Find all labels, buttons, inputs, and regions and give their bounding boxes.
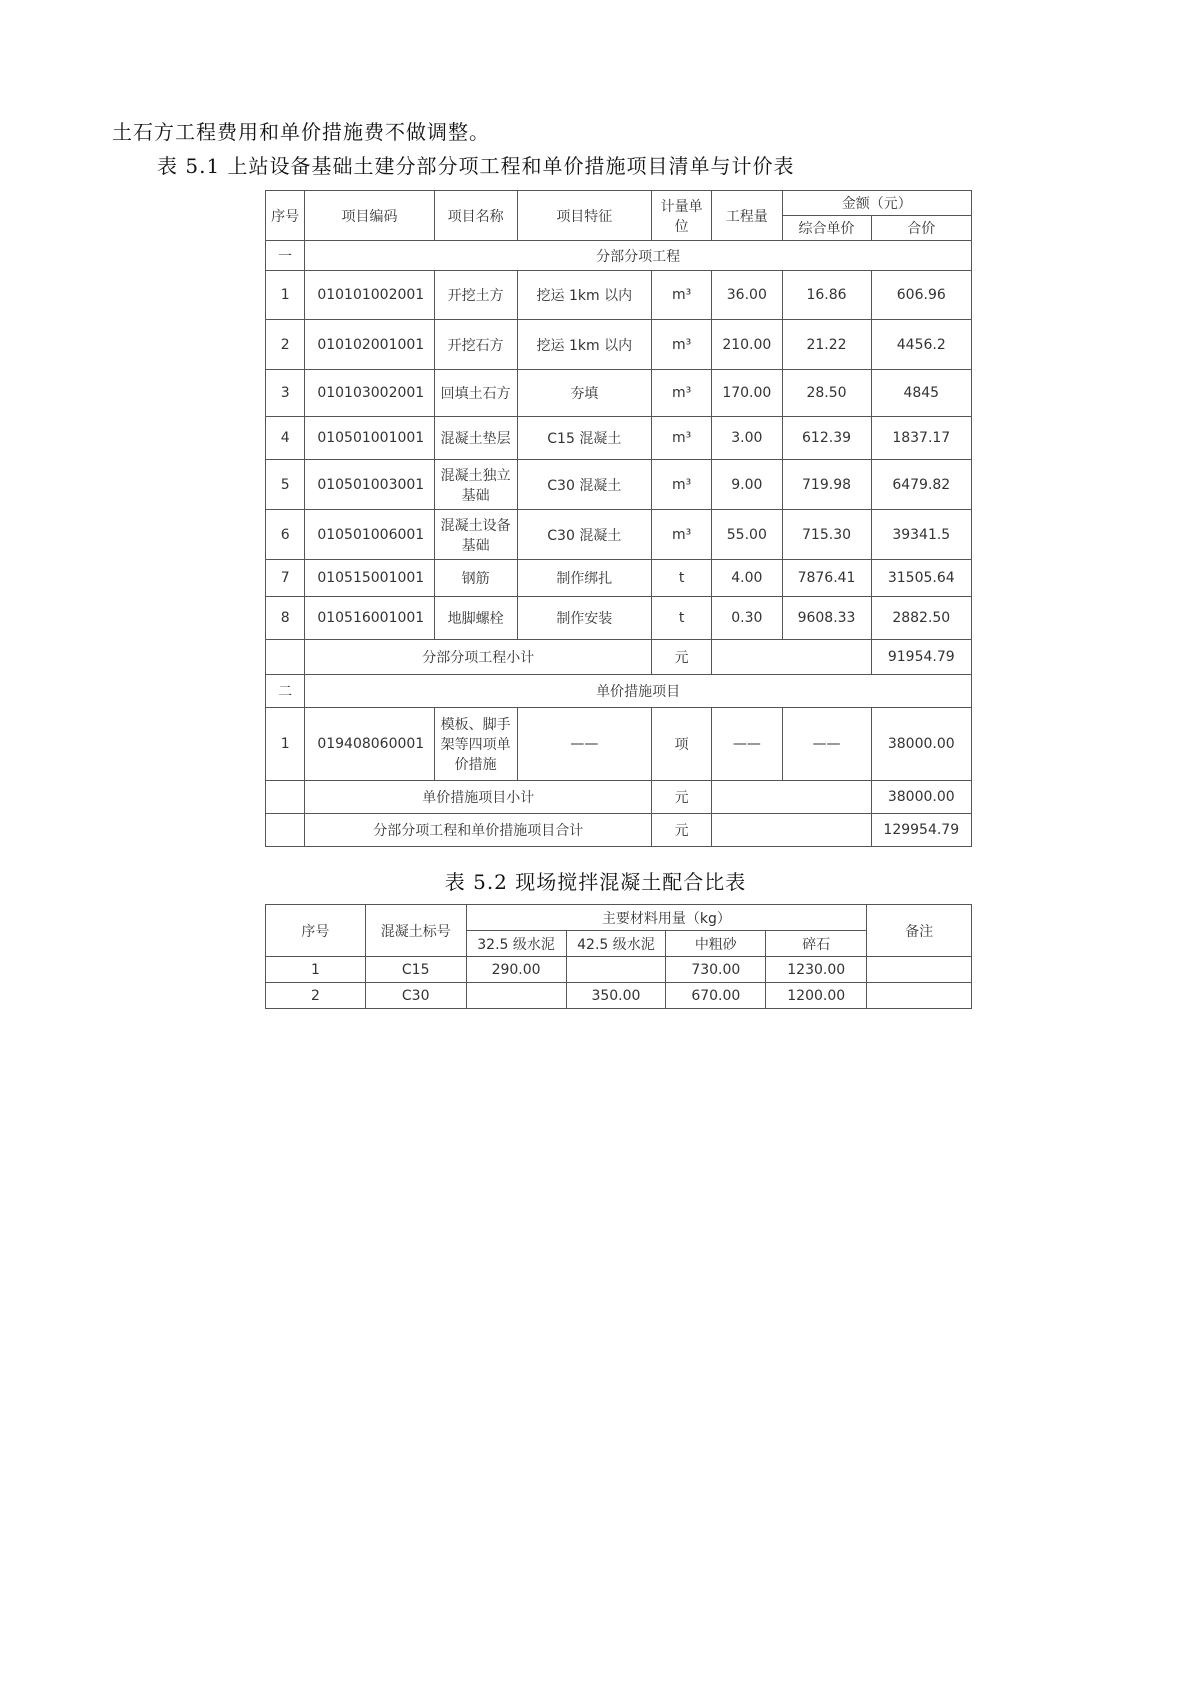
cell-remark <box>867 957 972 983</box>
subtotal-unit: 元 <box>652 781 712 814</box>
cell-code: 010501006001 <box>305 510 434 560</box>
cell-feature: —— <box>517 708 652 781</box>
grand-total-label: 分部分项工程和单价措施项目合计 <box>305 814 652 847</box>
cell-feature: 夯填 <box>517 370 652 417</box>
grand-total-value: 129954.79 <box>871 814 971 847</box>
subtotal-row <box>266 781 972 814</box>
cell-feature: 制作安装 <box>517 597 652 640</box>
cell-name: 模板、脚手架等四项单价措施 <box>434 708 517 781</box>
section-title: 单价措施项目 <box>305 675 972 708</box>
header-seq: 序号 <box>266 905 366 957</box>
cell-price: 21.22 <box>782 320 871 370</box>
cell-cement-325: 290.00 <box>466 957 566 983</box>
header-total: 合价 <box>871 216 971 241</box>
cell-qty: 3.00 <box>712 417 782 460</box>
subtotal-label: 分部分项工程小计 <box>305 640 652 675</box>
table-row <box>266 560 972 597</box>
cell-unit: m³ <box>652 320 712 370</box>
cell-sand: 730.00 <box>666 957 766 983</box>
cell-cement-425 <box>566 957 666 983</box>
cell-total: 4845 <box>871 370 971 417</box>
cell-code: 019408060001 <box>305 708 434 781</box>
header-sand: 中粗砂 <box>666 931 766 957</box>
cell-no: 3 <box>266 370 305 417</box>
header-cement-425: 42.5 级水泥 <box>566 931 666 957</box>
grand-total-row <box>266 814 972 847</box>
cell-no: 1 <box>266 708 305 781</box>
concrete-mix-table <box>265 904 972 1009</box>
header-qty: 工程量 <box>712 191 782 241</box>
table-row <box>266 510 972 560</box>
header-amount: 金额（元） <box>782 191 971 216</box>
intro-paragraph: 土石方工程费用和单价措施费不做调整。 <box>112 120 490 144</box>
cell-no: 6 <box>266 510 305 560</box>
cell-no: 8 <box>266 597 305 640</box>
header-gravel: 碎石 <box>766 931 867 957</box>
cell-feature: C15 混凝土 <box>517 417 652 460</box>
cell-unit: m³ <box>652 370 712 417</box>
cell-no: 7 <box>266 560 305 597</box>
cell-total: 39341.5 <box>871 510 971 560</box>
cell-total: 1837.17 <box>871 417 971 460</box>
cell-name: 混凝土设备基础 <box>434 510 517 560</box>
cell-unit: t <box>652 560 712 597</box>
section-row <box>266 241 972 271</box>
cell-name: 回填土石方 <box>434 370 517 417</box>
bill-of-quantities-table <box>265 190 972 847</box>
cell-total: 2882.50 <box>871 597 971 640</box>
header-feature: 项目特征 <box>517 191 652 241</box>
cell-grade: C15 <box>365 957 466 983</box>
cell-code: 010103002001 <box>305 370 434 417</box>
subtotal-label: 单价措施项目小计 <box>305 781 652 814</box>
cell-total: 606.96 <box>871 271 971 320</box>
cell-no: 2 <box>266 983 366 1009</box>
cell-price: 719.98 <box>782 460 871 510</box>
table-row <box>266 370 972 417</box>
header-grade: 混凝土标号 <box>365 905 466 957</box>
cell-total: 38000.00 <box>871 708 971 781</box>
grand-total-unit: 元 <box>652 814 712 847</box>
cell-code: 010101002001 <box>305 271 434 320</box>
cell-price: 612.39 <box>782 417 871 460</box>
cell-no: 1 <box>266 957 366 983</box>
cell-price: 7876.41 <box>782 560 871 597</box>
cell-gravel: 1200.00 <box>766 983 867 1009</box>
header-remark: 备注 <box>867 905 972 957</box>
table-row <box>266 271 972 320</box>
header-unit: 计量单位 <box>652 191 712 241</box>
cell-qty: 170.00 <box>712 370 782 417</box>
subtotal-total: 91954.79 <box>871 640 971 675</box>
cell-code: 010102001001 <box>305 320 434 370</box>
section-no: 一 <box>266 241 305 271</box>
header-code: 项目编码 <box>305 191 434 241</box>
cell-name: 混凝土独立基础 <box>434 460 517 510</box>
cell-name: 钢筋 <box>434 560 517 597</box>
cell-qty: 36.00 <box>712 271 782 320</box>
cell-no: 2 <box>266 320 305 370</box>
cell-total: 6479.82 <box>871 460 971 510</box>
cell-qty: 9.00 <box>712 460 782 510</box>
cell-no: 1 <box>266 271 305 320</box>
cell-price: —— <box>782 708 871 781</box>
cell-price: 9608.33 <box>782 597 871 640</box>
cell-total: 4456.2 <box>871 320 971 370</box>
cell-name: 开挖土方 <box>434 271 517 320</box>
table-row <box>266 708 972 781</box>
table2-caption: 表 5.2 现场搅拌混凝土配合比表 <box>444 870 747 894</box>
cell-unit: t <box>652 597 712 640</box>
table-row <box>266 320 972 370</box>
cell-code: 010515001001 <box>305 560 434 597</box>
cell-qty: 55.00 <box>712 510 782 560</box>
cell-cement-425: 350.00 <box>566 983 666 1009</box>
table-row <box>266 597 972 640</box>
cell-unit: m³ <box>652 510 712 560</box>
cell-qty: 4.00 <box>712 560 782 597</box>
cell-code: 010501001001 <box>305 417 434 460</box>
header-name: 项目名称 <box>434 191 517 241</box>
cell-unit: m³ <box>652 417 712 460</box>
cell-name: 混凝土垫层 <box>434 417 517 460</box>
header-materials: 主要材料用量（kg） <box>466 905 867 931</box>
table-row <box>266 460 972 510</box>
cell-unit: m³ <box>652 460 712 510</box>
cell-price: 715.30 <box>782 510 871 560</box>
table-row <box>266 417 972 460</box>
cell-qty: 0.30 <box>712 597 782 640</box>
cell-name: 开挖石方 <box>434 320 517 370</box>
cell-price: 16.86 <box>782 271 871 320</box>
cell-name: 地脚螺栓 <box>434 597 517 640</box>
cell-total: 31505.64 <box>871 560 971 597</box>
section-row <box>266 675 972 708</box>
cell-code: 010516001001 <box>305 597 434 640</box>
cell-code: 010501003001 <box>305 460 434 510</box>
cell-sand: 670.00 <box>666 983 766 1009</box>
header-unit-price: 综合单价 <box>782 216 871 241</box>
header-cement-325: 32.5 级水泥 <box>466 931 566 957</box>
section-title: 分部分项工程 <box>305 241 972 271</box>
cell-no: 5 <box>266 460 305 510</box>
section-no: 二 <box>266 675 305 708</box>
cell-feature: C30 混凝土 <box>517 460 652 510</box>
subtotal-row <box>266 640 972 675</box>
cell-price: 28.50 <box>782 370 871 417</box>
table-row <box>266 983 972 1009</box>
table1-caption: 表 5.1 上站设备基础土建分部分项工程和单价措施项目清单与计价表 <box>157 154 795 178</box>
cell-unit: m³ <box>652 271 712 320</box>
cell-feature: C30 混凝土 <box>517 510 652 560</box>
cell-feature: 挖运 1km 以内 <box>517 271 652 320</box>
cell-unit: 项 <box>652 708 712 781</box>
cell-qty: —— <box>712 708 782 781</box>
cell-qty: 210.00 <box>712 320 782 370</box>
cell-feature: 制作绑扎 <box>517 560 652 597</box>
subtotal-unit: 元 <box>652 640 712 675</box>
table-row <box>266 957 972 983</box>
subtotal-total: 38000.00 <box>871 781 971 814</box>
cell-remark <box>867 983 972 1009</box>
cell-no: 4 <box>266 417 305 460</box>
cell-gravel: 1230.00 <box>766 957 867 983</box>
cell-feature: 挖运 1km 以内 <box>517 320 652 370</box>
header-seq: 序号 <box>266 191 305 241</box>
cell-grade: C30 <box>365 983 466 1009</box>
cell-cement-325 <box>466 983 566 1009</box>
